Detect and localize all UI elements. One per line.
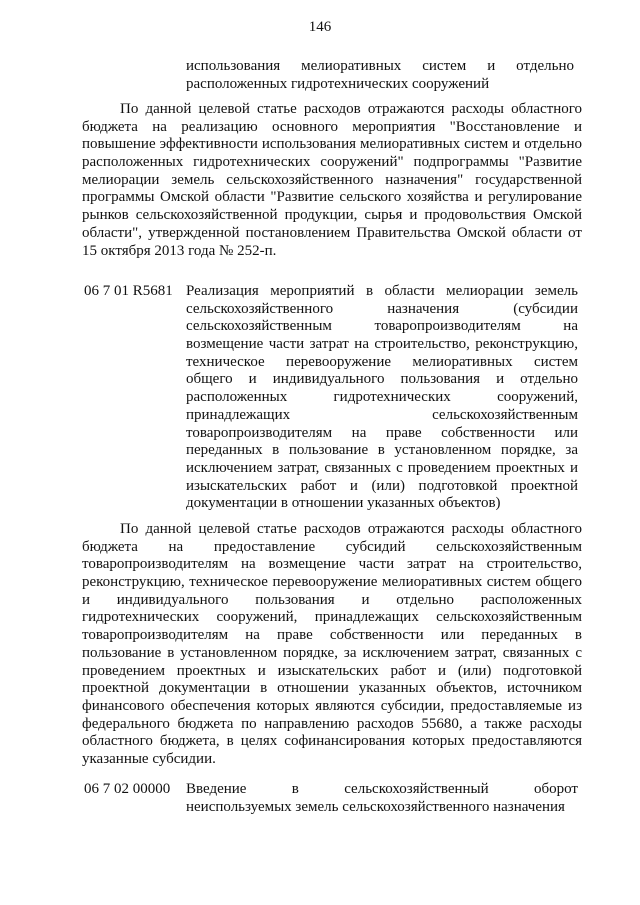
text-line: рынков сельскохозяйственной продукции, сырья и продовольствия Омской <box>82 207 582 224</box>
page-number: 146 <box>308 19 332 35</box>
text-line: финансового обеспечения которых являются субсидии, предоставляемые из <box>82 697 582 714</box>
text-line: товаропроизводителям на возмещение части затрат на строительство, <box>82 556 582 573</box>
text-line: указанные субсидии. <box>82 750 216 767</box>
text-line: бюджета на реализацию основного мероприятия "Восстановление и <box>82 118 582 135</box>
text-line: По данной целевой статье расходов отражаются расходы областного <box>120 101 582 117</box>
text-line: пользование в установленном порядке, за исключением затрат, связанных с <box>82 644 582 661</box>
text-line: Реализация мероприятий в области мелиорации земель <box>186 283 578 299</box>
text-line: и индивидуального пользования и отдельно расположенных <box>82 591 582 608</box>
text-line: общего и индивидуального пользования и отдельно <box>186 371 578 388</box>
text-line: неиспользуемых земель сельскохозяйственного назначения <box>186 798 565 815</box>
text-line: использования мелиоративных систем и отдельно <box>186 58 574 74</box>
text-line: 15 октября 2013 года № 252-п. <box>82 242 277 259</box>
text-line: расположенных гидротехнических сооружений <box>186 75 490 92</box>
text-line: расположенных гидротехнических сооружений, <box>186 389 578 406</box>
text-line: программы Омской области "Развитие сельского хозяйства и регулирование <box>82 189 582 206</box>
text-line: проектной документации в отношении указанных объектов, источником <box>82 680 582 697</box>
entry-1-title <box>186 283 578 513</box>
text-line: Введение в сельскохозяйственный оборот <box>186 781 578 797</box>
text-line: повышение эффективности использования мелиоративных систем и отдельно <box>82 136 582 153</box>
text-line: расположенных гидротехнических сооружений" подпрограммы "Развитие <box>82 154 582 171</box>
paragraph-1 <box>82 101 582 260</box>
text-line: товаропроизводителям на праве собственности или переданных в <box>82 627 582 644</box>
text-line: сельскохозяйственного назначения (субсидии <box>186 300 578 317</box>
entry-1-code: 06 7 01 R5681 <box>84 283 173 299</box>
text-line: По данной целевой статье расходов отражаются расходы областного <box>120 521 582 537</box>
text-line: федерального бюджета по направлению расходов 55680, а также расходы <box>82 715 582 732</box>
text-line: мелиорации земель сельскохозяйственного назначения" государственной <box>82 171 582 188</box>
text-line: документации в отношении указанных объектов) <box>186 495 501 512</box>
text-line: области", утвержденной постановлением Правительства Омской области от <box>82 224 582 241</box>
text-line: исключением затрат, связанных с проведением проектных и <box>186 459 578 476</box>
text-line: проведением проектных и изыскательских работ и (или) подготовкой <box>82 662 582 679</box>
text-line: изыскательских работ и (или) подготовкой проектной <box>186 477 578 494</box>
paragraph-2 <box>82 521 582 769</box>
text-line: гидротехнических сооружений, принадлежащих сельскохозяйственным <box>82 609 582 626</box>
text-line: принадлежащих сельскохозяйственным <box>186 406 578 423</box>
text-line: переданных в пользование в установленном порядке, за <box>186 442 578 459</box>
entry-2-title <box>186 781 578 816</box>
text-line: бюджета на предоставление субсидий сельскохозяйственным <box>82 538 582 555</box>
text-line: сельскохозяйственным товаропроизводителям на <box>186 318 578 335</box>
text-line: областного бюджета, в целях софинансирования которых предоставляются <box>82 733 582 750</box>
entry-2-code: 06 7 02 00000 <box>84 781 171 797</box>
text-line: реконструкцию, техническое перевооружение мелиоративных систем общего <box>82 574 582 591</box>
text-line: товаропроизводителям на праве собственности или <box>186 424 578 441</box>
text-line: возмещение части затрат на строительство, реконструкцию, <box>186 336 578 353</box>
continuation-heading <box>186 58 574 93</box>
text-line: техническое перевооружение мелиоративных систем <box>186 353 578 370</box>
